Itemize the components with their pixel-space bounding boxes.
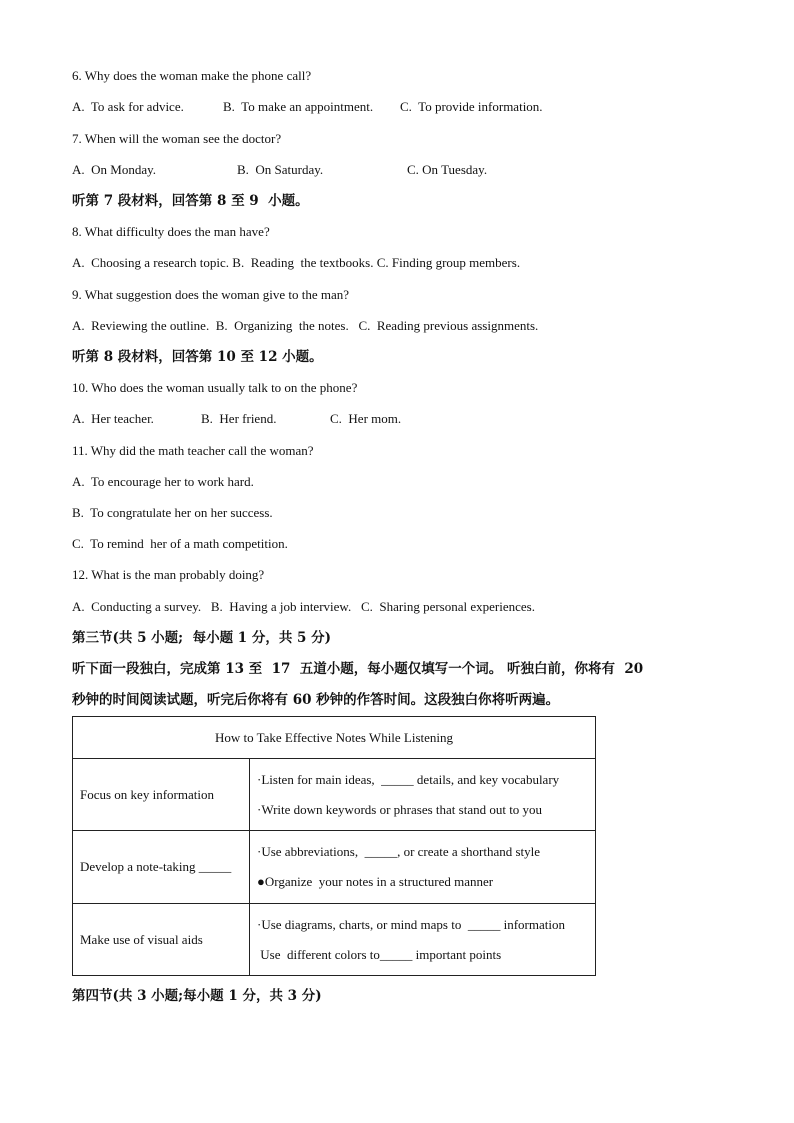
notes-row-item: ·Use diagrams, charts, or mind maps to _____ information (257, 916, 565, 932)
section-8-heading: 听第 8 段材料，回答第 10 至 12 小题。 (72, 349, 323, 365)
question-8-options: A. Choosing a research topic. B. Reading the textbooks. C. Finding group members. (72, 255, 521, 270)
question-11-option-b: B. To congratulate her on her success. (72, 505, 273, 520)
notes-row-label: Make use of visual aids (73, 904, 250, 976)
notes-row-content (250, 759, 596, 831)
part-4-heading: 第四节(共 3 小题;每小题 1 分，共 3 分) (72, 988, 322, 1004)
notes-row-label: Develop a note-taking _____ (73, 831, 250, 904)
question-7-option-a: A. On Monday. (72, 162, 157, 177)
notes-row-item: ·Use abbreviations, _____, or create a shorthand style (257, 844, 541, 859)
question-6-option-b: B. To make an appointment. (223, 99, 374, 114)
notes-table-row (73, 904, 596, 976)
notes-row-item: ●Organize your notes in a structured manner (257, 874, 494, 889)
question-10-option-a: A. Her teacher. (72, 411, 154, 426)
section-7-heading: 听第 7 段材料，回答第 8 至 9 小题。 (72, 193, 309, 209)
notes-row-item: Use different colors to_____ important points (257, 946, 502, 962)
question-11-option-a: A. To encourage her to work hard. (72, 474, 254, 489)
question-9-options: A. Reviewing the outline. B. Organizing the notes. C. Reading previous assignments. (72, 318, 539, 333)
question-12-options: A. Conducting a survey. B. Having a job interview. C. Sharing personal experiences. (72, 599, 535, 614)
notes-row-content (250, 831, 596, 904)
notes-row-label: Focus on key information (73, 759, 250, 831)
question-7-option-b: B. On Saturday. (237, 162, 324, 177)
notes-table (72, 716, 596, 976)
part-3-instruction-line-2: 秒钟的时间阅读试题，听完后你将有 60 秒钟的作答时间。这段独白你将听两遍。 (72, 692, 560, 708)
question-11-text: 11. Why did the math teacher call the woman? (72, 443, 314, 458)
notes-table-title: How to Take Effective Notes While Listening (73, 717, 596, 759)
question-10-option-c: C. Her mom. (330, 411, 402, 426)
notes-row-content (250, 904, 596, 976)
question-10-option-b: B. Her friend. (201, 411, 277, 426)
notes-row-item: ·Listen for main ideas, _____ details, and key vocabulary (257, 771, 560, 787)
question-7-option-c: C. On Tuesday. (407, 162, 488, 177)
question-11-option-c: C. To remind her of a math competition. (72, 536, 288, 551)
notes-row-item: ·Write down keywords or phrases that stand out to you (257, 801, 543, 817)
question-8-text: 8. What difficulty does the man have? (72, 224, 270, 239)
part-3-instruction-line-1: 听下面一段独白，完成第 13 至 17 五道小题，每小题仅填写一个词。 听独白前，你将有 20 (72, 661, 644, 677)
notes-table-title-row (73, 717, 596, 759)
question-7-text: 7. When will the woman see the doctor? (72, 131, 282, 146)
part-3-heading: 第三节(共 5 小题; 每小题 1 分，共 5 分) (72, 630, 332, 646)
question-9-text: 9. What suggestion does the woman give to the man? (72, 287, 350, 302)
question-6-text: 6. Why does the woman make the phone call? (72, 68, 312, 83)
question-6-option-c: C. To provide information. (400, 99, 543, 114)
notes-table-row (73, 759, 596, 831)
question-10-text: 10. Who does the woman usually talk to on the phone? (72, 380, 358, 395)
question-6-option-a: A. To ask for advice. (72, 99, 184, 114)
notes-table-row (73, 831, 596, 904)
question-12-text: 12. What is the man probably doing? (72, 567, 265, 582)
